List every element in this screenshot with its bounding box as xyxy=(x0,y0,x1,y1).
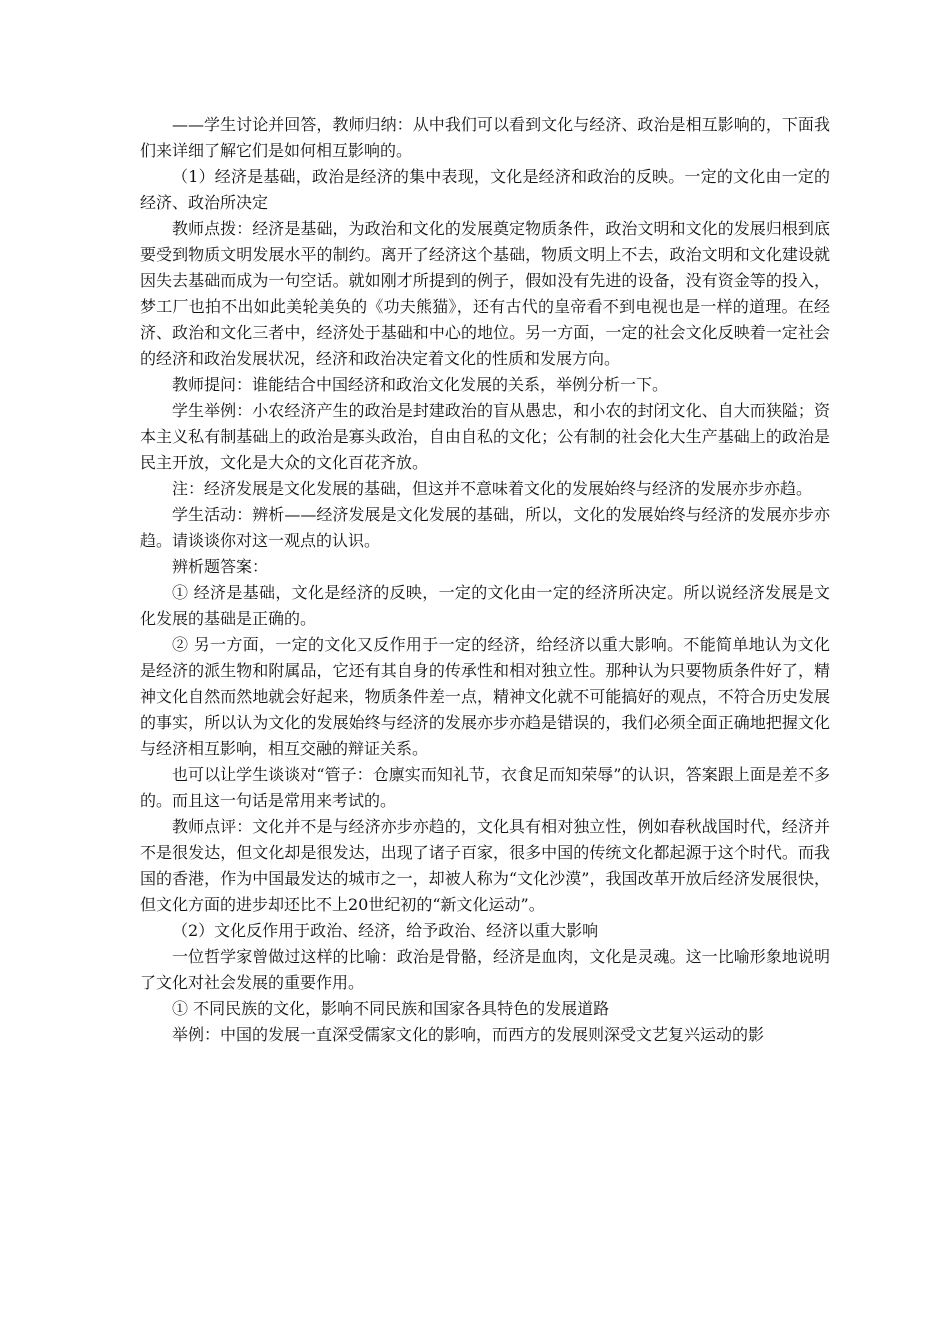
paragraph-answer-heading: 辨析题答案： xyxy=(172,557,269,576)
paragraph-subpoint-1: ① 不同民族的文化，影响不同民族和国家各具特色的发展道路 xyxy=(172,999,610,1018)
paragraph-example-continued: 举例：中国的发展一直深受儒家文化的影响，而西方的发展则深受文艺复兴运动的影 xyxy=(172,1025,765,1044)
paragraph-answer-1: ① 经济是基础，文化是经济的反映，一定的文化由一定的经济所决定。所以说经济发展是文化发展的基础是正确的。 xyxy=(140,583,830,628)
paragraph-answer-2: ② 另一方面，一定的文化又反作用于一定的经济，给经济以重大影响。不能简单地认为文化是经济的派生物和附属品，它还有其自身的传承性和相对独立性。那种认为只要物质条件好了，精神文化自然而然地就会好起来，物质条件差一点，精神文化就不可能搞好的观点，不符合历史发展的事实，所以认为文化的发展始终与经济的发展亦步亦趋是错误的，我们必须全面正确地把握文化与经济相互影响，相互交融的辩证关系。 xyxy=(140,635,830,758)
paragraph-student-example: 学生举例：小农经济产生的政治是封建政治的盲从愚忠，和小农的封闭文化、自大而狭隘；资本主义私有制基础上的政治是寡头政治，自由自私的文化；公有制的社会化大生产基础上的政治是民主开放，文化是大众的文化百花齐放。 xyxy=(140,401,830,472)
paragraph-point-2-heading: （2）文化反作用于政治、经济，给予政治、经济以重大影响 xyxy=(172,921,599,940)
paragraph-guanzi-discussion: 也可以让学生谈谈对“管子：仓廪实而知礼节，衣食足而知荣辱”的认识，答案跟上面是差不多的。而且这一句话是常用来考试的。 xyxy=(140,765,830,810)
paragraph-point-1-heading: （1）经济是基础，政治是经济的集中表现，文化是经济和政治的反映。一定的文化由一定的经济、政治所决定 xyxy=(140,167,830,212)
paragraph-teacher-summary: ——学生讨论并回答，教师归纳：从中我们可以看到文化与经济、政治是相互影响的，下面我们来详细了解它们是如何相互影响的。 xyxy=(140,115,830,160)
paragraph-teacher-question: 教师提问：谁能结合中国经济和政治文化发展的关系，举例分析一下。 xyxy=(172,375,669,394)
document-body xyxy=(140,112,830,1048)
paragraph-teacher-comment: 教师点评：文化并不是与经济亦步亦趋的，文化具有相对独立性，例如春秋战国时代，经济并不是很发达，但文化却是很发达，出现了诸子百家，很多中国的传统文化都起源于这个时代。而我国的香港，作为中国最发达的城市之一，却被人称为“文化沙漠”，我国改革开放后经济发展很快，但文化方面的进步却还比不上20世纪初的“新文化运动”。 xyxy=(140,817,830,914)
paragraph-philosopher-metaphor: 一位哲学家曾做过这样的比喻：政治是骨骼，经济是血肉，文化是灵魂。这一比喻形象地说明了文化对社会发展的重要作用。 xyxy=(140,947,830,992)
paragraph-student-activity: 学生活动：辨析——经济发展是文化发展的基础，所以，文化的发展始终与经济的发展亦步亦趋。请谈谈你对这一观点的认识。 xyxy=(140,505,830,550)
paragraph-teacher-guidance: 教师点拨：经济是基础，为政治和文化的发展奠定物质条件，政治文明和文化的发展归根到底要受到物质文明发展水平的制约。离开了经济这个基础，物质文明上不去，政治文明和文化建设就因失去基础而成为一句空话。就如刚才所提到的例子，假如没有先进的设备，没有资金等的投入，梦工厂也拍不出如此美轮美奂的《功夫熊猫》，还有古代的皇帝看不到电视也是一样的道理。在经济、政治和文化三者中，经济处于基础和中心的地位。另一方面，一定的社会文化反映着一定社会的经济和政治发展状况，经济和政治决定着文化的性质和发展方向。 xyxy=(140,219,830,368)
paragraph-note: 注：经济发展是文化发展的基础，但这并不意味着文化的发展始终与经济的发展亦步亦趋。 xyxy=(172,479,813,498)
